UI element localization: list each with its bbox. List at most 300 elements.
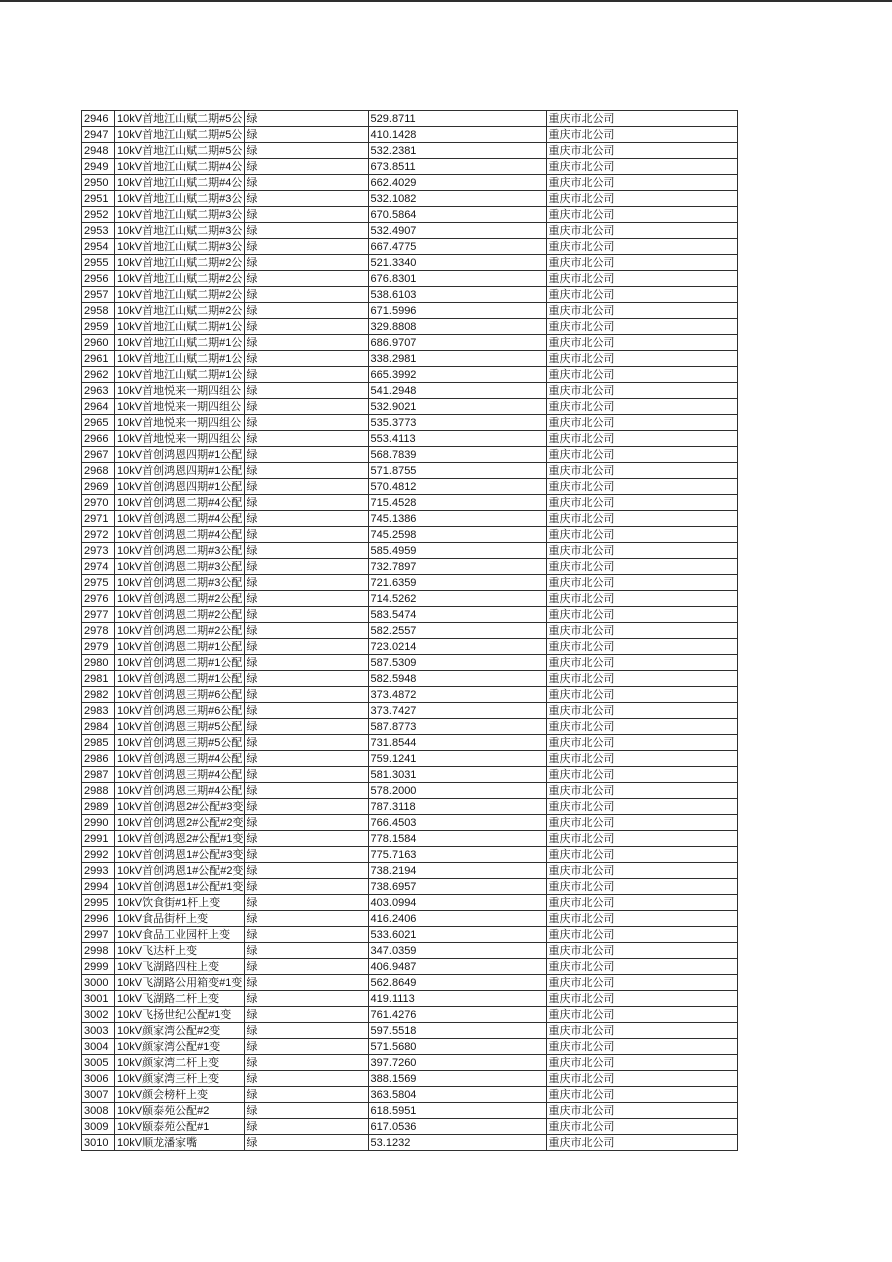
status-cell[interactable]: 绿 — [244, 943, 368, 959]
value-cell[interactable]: 571.8755 — [368, 463, 546, 479]
company-cell[interactable]: 重庆市北公司 — [546, 1023, 737, 1039]
row-number-cell[interactable]: 2951 — [82, 191, 115, 207]
row-number-cell[interactable]: 2999 — [82, 959, 115, 975]
value-cell[interactable]: 671.5996 — [368, 303, 546, 319]
status-cell[interactable]: 绿 — [244, 1007, 368, 1023]
feeder-name-cell[interactable]: 10kV首创鸿恩二期#1公配 — [115, 639, 245, 655]
status-cell[interactable]: 绿 — [244, 495, 368, 511]
status-cell[interactable]: 绿 — [244, 847, 368, 863]
value-cell[interactable]: 529.8711 — [368, 111, 546, 127]
feeder-name-cell[interactable]: 10kV首地江山赋二期#3公 — [115, 239, 245, 255]
status-cell[interactable]: 绿 — [244, 335, 368, 351]
feeder-name-cell[interactable]: 10kV颜会榜杆上变 — [115, 1087, 245, 1103]
company-cell[interactable]: 重庆市北公司 — [546, 223, 737, 239]
row-number-cell[interactable]: 2965 — [82, 415, 115, 431]
feeder-name-cell[interactable]: 10kV飞扬世纪公配#1变 — [115, 1007, 245, 1023]
status-cell[interactable]: 绿 — [244, 831, 368, 847]
row-number-cell[interactable]: 3006 — [82, 1071, 115, 1087]
feeder-name-cell[interactable]: 10kV颜家湾公配#2变 — [115, 1023, 245, 1039]
value-cell[interactable]: 416.2406 — [368, 911, 546, 927]
company-cell[interactable]: 重庆市北公司 — [546, 607, 737, 623]
row-number-cell[interactable]: 2957 — [82, 287, 115, 303]
row-number-cell[interactable]: 2963 — [82, 383, 115, 399]
value-cell[interactable]: 670.5864 — [368, 207, 546, 223]
company-cell[interactable]: 重庆市北公司 — [546, 1039, 737, 1055]
feeder-name-cell[interactable]: 10kV首地江山赋二期#2公 — [115, 271, 245, 287]
value-cell[interactable]: 582.5948 — [368, 671, 546, 687]
row-number-cell[interactable]: 2990 — [82, 815, 115, 831]
value-cell[interactable]: 562.8649 — [368, 975, 546, 991]
feeder-name-cell[interactable]: 10kV首创鸿恩2#公配#3变 — [115, 799, 245, 815]
value-cell[interactable]: 533.6021 — [368, 927, 546, 943]
row-number-cell[interactable]: 2962 — [82, 367, 115, 383]
row-number-cell[interactable]: 2994 — [82, 879, 115, 895]
status-cell[interactable]: 绿 — [244, 703, 368, 719]
status-cell[interactable]: 绿 — [244, 783, 368, 799]
value-cell[interactable]: 617.0536 — [368, 1119, 546, 1135]
value-cell[interactable]: 673.8511 — [368, 159, 546, 175]
feeder-name-cell[interactable]: 10kV首创鸿恩三期#5公配 — [115, 719, 245, 735]
row-number-cell[interactable]: 2974 — [82, 559, 115, 575]
value-cell[interactable]: 388.1569 — [368, 1071, 546, 1087]
row-number-cell[interactable]: 3005 — [82, 1055, 115, 1071]
company-cell[interactable]: 重庆市北公司 — [546, 639, 737, 655]
value-cell[interactable]: 597.5518 — [368, 1023, 546, 1039]
company-cell[interactable]: 重庆市北公司 — [546, 399, 737, 415]
status-cell[interactable]: 绿 — [244, 623, 368, 639]
feeder-name-cell[interactable]: 10kV首地江山赋二期#3公 — [115, 191, 245, 207]
value-cell[interactable]: 738.6957 — [368, 879, 546, 895]
row-number-cell[interactable]: 2976 — [82, 591, 115, 607]
value-cell[interactable]: 738.2194 — [368, 863, 546, 879]
row-number-cell[interactable]: 2952 — [82, 207, 115, 223]
value-cell[interactable]: 587.8773 — [368, 719, 546, 735]
status-cell[interactable]: 绿 — [244, 927, 368, 943]
feeder-name-cell[interactable]: 10kV飞达杆上变 — [115, 943, 245, 959]
feeder-name-cell[interactable]: 10kV首创鸿恩三期#6公配 — [115, 687, 245, 703]
feeder-name-cell[interactable]: 10kV首创鸿恩二期#2公配 — [115, 607, 245, 623]
value-cell[interactable]: 532.9021 — [368, 399, 546, 415]
company-cell[interactable]: 重庆市北公司 — [546, 799, 737, 815]
company-cell[interactable]: 重庆市北公司 — [546, 991, 737, 1007]
status-cell[interactable]: 绿 — [244, 1135, 368, 1151]
status-cell[interactable]: 绿 — [244, 959, 368, 975]
row-number-cell[interactable]: 2992 — [82, 847, 115, 863]
value-cell[interactable]: 521.3340 — [368, 255, 546, 271]
row-number-cell[interactable]: 2993 — [82, 863, 115, 879]
row-number-cell[interactable]: 2988 — [82, 783, 115, 799]
feeder-name-cell[interactable]: 10kV首创鸿恩2#公配#2变 — [115, 815, 245, 831]
company-cell[interactable]: 重庆市北公司 — [546, 271, 737, 287]
row-number-cell[interactable]: 2960 — [82, 335, 115, 351]
row-number-cell[interactable]: 3008 — [82, 1103, 115, 1119]
row-number-cell[interactable]: 2997 — [82, 927, 115, 943]
feeder-name-cell[interactable]: 10kV首地江山赋二期#3公 — [115, 223, 245, 239]
company-cell[interactable]: 重庆市北公司 — [546, 431, 737, 447]
status-cell[interactable]: 绿 — [244, 303, 368, 319]
status-cell[interactable]: 绿 — [244, 175, 368, 191]
company-cell[interactable]: 重庆市北公司 — [546, 1119, 737, 1135]
company-cell[interactable]: 重庆市北公司 — [546, 911, 737, 927]
value-cell[interactable]: 583.5474 — [368, 607, 546, 623]
status-cell[interactable]: 绿 — [244, 367, 368, 383]
value-cell[interactable]: 667.4775 — [368, 239, 546, 255]
feeder-name-cell[interactable]: 10kV颜家湾三杆上变 — [115, 1071, 245, 1087]
company-cell[interactable]: 重庆市北公司 — [546, 415, 737, 431]
company-cell[interactable]: 重庆市北公司 — [546, 1071, 737, 1087]
row-number-cell[interactable]: 2989 — [82, 799, 115, 815]
feeder-name-cell[interactable]: 10kV首地江山赋二期#1公 — [115, 319, 245, 335]
row-number-cell[interactable]: 3009 — [82, 1119, 115, 1135]
row-number-cell[interactable]: 2983 — [82, 703, 115, 719]
row-number-cell[interactable]: 3001 — [82, 991, 115, 1007]
row-number-cell[interactable]: 2966 — [82, 431, 115, 447]
feeder-name-cell[interactable]: 10kV食品工业园杆上变 — [115, 927, 245, 943]
company-cell[interactable]: 重庆市北公司 — [546, 591, 737, 607]
feeder-name-cell[interactable]: 10kV首地悦来一期四组公 — [115, 399, 245, 415]
row-number-cell[interactable]: 2969 — [82, 479, 115, 495]
row-number-cell[interactable]: 2959 — [82, 319, 115, 335]
company-cell[interactable]: 重庆市北公司 — [546, 879, 737, 895]
status-cell[interactable]: 绿 — [244, 815, 368, 831]
company-cell[interactable]: 重庆市北公司 — [546, 1103, 737, 1119]
status-cell[interactable]: 绿 — [244, 799, 368, 815]
company-cell[interactable]: 重庆市北公司 — [546, 1135, 737, 1151]
row-number-cell[interactable]: 2947 — [82, 127, 115, 143]
company-cell[interactable]: 重庆市北公司 — [546, 287, 737, 303]
feeder-name-cell[interactable]: 10kV首创鸿恩二期#4公配 — [115, 511, 245, 527]
company-cell[interactable]: 重庆市北公司 — [546, 447, 737, 463]
company-cell[interactable]: 重庆市北公司 — [546, 895, 737, 911]
value-cell[interactable]: 541.2948 — [368, 383, 546, 399]
status-cell[interactable]: 绿 — [244, 543, 368, 559]
row-number-cell[interactable]: 3010 — [82, 1135, 115, 1151]
status-cell[interactable]: 绿 — [244, 111, 368, 127]
company-cell[interactable]: 重庆市北公司 — [546, 191, 737, 207]
value-cell[interactable]: 578.2000 — [368, 783, 546, 799]
company-cell[interactable]: 重庆市北公司 — [546, 463, 737, 479]
value-cell[interactable]: 665.3992 — [368, 367, 546, 383]
status-cell[interactable]: 绿 — [244, 559, 368, 575]
company-cell[interactable]: 重庆市北公司 — [546, 239, 737, 255]
feeder-name-cell[interactable]: 10kV飞湖路二杆上变 — [115, 991, 245, 1007]
company-cell[interactable]: 重庆市北公司 — [546, 767, 737, 783]
company-cell[interactable]: 重庆市北公司 — [546, 1055, 737, 1071]
feeder-name-cell[interactable]: 10kV首创鸿恩二期#3公配 — [115, 575, 245, 591]
value-cell[interactable]: 532.2381 — [368, 143, 546, 159]
company-cell[interactable]: 重庆市北公司 — [546, 783, 737, 799]
row-number-cell[interactable]: 2991 — [82, 831, 115, 847]
feeder-name-cell[interactable]: 10kV首创鸿恩四期#1公配 — [115, 447, 245, 463]
status-cell[interactable]: 绿 — [244, 463, 368, 479]
feeder-name-cell[interactable]: 10kV首创鸿恩三期#4公配 — [115, 767, 245, 783]
row-number-cell[interactable]: 2967 — [82, 447, 115, 463]
status-cell[interactable]: 绿 — [244, 671, 368, 687]
status-cell[interactable]: 绿 — [244, 159, 368, 175]
company-cell[interactable]: 重庆市北公司 — [546, 943, 737, 959]
company-cell[interactable]: 重庆市北公司 — [546, 255, 737, 271]
row-number-cell[interactable]: 3002 — [82, 1007, 115, 1023]
status-cell[interactable]: 绿 — [244, 639, 368, 655]
value-cell[interactable]: 53.1232 — [368, 1135, 546, 1151]
feeder-name-cell[interactable]: 10kV首创鸿恩二期#2公配 — [115, 623, 245, 639]
value-cell[interactable]: 419.1113 — [368, 991, 546, 1007]
value-cell[interactable]: 553.4113 — [368, 431, 546, 447]
company-cell[interactable]: 重庆市北公司 — [546, 703, 737, 719]
value-cell[interactable]: 766.4503 — [368, 815, 546, 831]
status-cell[interactable]: 绿 — [244, 207, 368, 223]
feeder-name-cell[interactable]: 10kV首地江山赋二期#3公 — [115, 207, 245, 223]
feeder-name-cell[interactable]: 10kV首创鸿恩2#公配#1变 — [115, 831, 245, 847]
value-cell[interactable]: 745.2598 — [368, 527, 546, 543]
company-cell[interactable]: 重庆市北公司 — [546, 207, 737, 223]
value-cell[interactable]: 715.4528 — [368, 495, 546, 511]
feeder-name-cell[interactable]: 10kV首创鸿恩1#公配#3变 — [115, 847, 245, 863]
row-number-cell[interactable]: 2948 — [82, 143, 115, 159]
value-cell[interactable]: 582.2557 — [368, 623, 546, 639]
value-cell[interactable]: 676.8301 — [368, 271, 546, 287]
status-cell[interactable]: 绿 — [244, 975, 368, 991]
feeder-name-cell[interactable]: 10kV首创鸿恩二期#4公配 — [115, 495, 245, 511]
row-number-cell[interactable]: 2961 — [82, 351, 115, 367]
row-number-cell[interactable]: 2979 — [82, 639, 115, 655]
value-cell[interactable]: 721.6359 — [368, 575, 546, 591]
feeder-name-cell[interactable]: 10kV颐泰苑公配#2 — [115, 1103, 245, 1119]
row-number-cell[interactable]: 2950 — [82, 175, 115, 191]
value-cell[interactable]: 571.5680 — [368, 1039, 546, 1055]
row-number-cell[interactable]: 2973 — [82, 543, 115, 559]
row-number-cell[interactable]: 2949 — [82, 159, 115, 175]
feeder-name-cell[interactable]: 10kV首地江山赋二期#2公 — [115, 303, 245, 319]
value-cell[interactable]: 532.4907 — [368, 223, 546, 239]
company-cell[interactable]: 重庆市北公司 — [546, 511, 737, 527]
feeder-name-cell[interactable]: 10kV首地悦来一期四组公 — [115, 431, 245, 447]
row-number-cell[interactable]: 2946 — [82, 111, 115, 127]
value-cell[interactable]: 731.8544 — [368, 735, 546, 751]
company-cell[interactable]: 重庆市北公司 — [546, 495, 737, 511]
feeder-name-cell[interactable]: 10kV首创鸿恩三期#4公配 — [115, 751, 245, 767]
value-cell[interactable]: 775.7163 — [368, 847, 546, 863]
company-cell[interactable]: 重庆市北公司 — [546, 479, 737, 495]
status-cell[interactable]: 绿 — [244, 447, 368, 463]
feeder-name-cell[interactable]: 10kV首地江山赋二期#1公 — [115, 351, 245, 367]
value-cell[interactable]: 732.7897 — [368, 559, 546, 575]
feeder-name-cell[interactable]: 10kV首地江山赋二期#1公 — [115, 367, 245, 383]
status-cell[interactable]: 绿 — [244, 575, 368, 591]
status-cell[interactable]: 绿 — [244, 255, 368, 271]
row-number-cell[interactable]: 2995 — [82, 895, 115, 911]
status-cell[interactable]: 绿 — [244, 687, 368, 703]
row-number-cell[interactable]: 2986 — [82, 751, 115, 767]
feeder-name-cell[interactable]: 10kV首地悦来一期四组公 — [115, 415, 245, 431]
value-cell[interactable]: 723.0214 — [368, 639, 546, 655]
row-number-cell[interactable]: 2964 — [82, 399, 115, 415]
row-number-cell[interactable]: 2954 — [82, 239, 115, 255]
row-number-cell[interactable]: 2977 — [82, 607, 115, 623]
value-cell[interactable]: 778.1584 — [368, 831, 546, 847]
company-cell[interactable]: 重庆市北公司 — [546, 735, 737, 751]
status-cell[interactable]: 绿 — [244, 271, 368, 287]
status-cell[interactable]: 绿 — [244, 383, 368, 399]
company-cell[interactable]: 重庆市北公司 — [546, 543, 737, 559]
feeder-name-cell[interactable]: 10kV首地江山赋二期#4公 — [115, 175, 245, 191]
value-cell[interactable]: 363.5804 — [368, 1087, 546, 1103]
value-cell[interactable]: 329.8808 — [368, 319, 546, 335]
feeder-name-cell[interactable]: 10kV首创鸿恩二期#3公配 — [115, 543, 245, 559]
row-number-cell[interactable]: 2985 — [82, 735, 115, 751]
status-cell[interactable]: 绿 — [244, 1087, 368, 1103]
row-number-cell[interactable]: 2958 — [82, 303, 115, 319]
row-number-cell[interactable]: 2978 — [82, 623, 115, 639]
status-cell[interactable]: 绿 — [244, 863, 368, 879]
status-cell[interactable]: 绿 — [244, 751, 368, 767]
feeder-name-cell[interactable]: 10kV首创鸿恩三期#4公配 — [115, 783, 245, 799]
feeder-name-cell[interactable]: 10kV颜家湾二杆上变 — [115, 1055, 245, 1071]
status-cell[interactable]: 绿 — [244, 319, 368, 335]
feeder-name-cell[interactable]: 10kV首地江山赋二期#1公 — [115, 335, 245, 351]
status-cell[interactable]: 绿 — [244, 479, 368, 495]
status-cell[interactable]: 绿 — [244, 511, 368, 527]
value-cell[interactable]: 714.5262 — [368, 591, 546, 607]
row-number-cell[interactable]: 2955 — [82, 255, 115, 271]
company-cell[interactable]: 重庆市北公司 — [546, 383, 737, 399]
row-number-cell[interactable]: 2972 — [82, 527, 115, 543]
company-cell[interactable]: 重庆市北公司 — [546, 159, 737, 175]
company-cell[interactable]: 重庆市北公司 — [546, 959, 737, 975]
row-number-cell[interactable]: 2996 — [82, 911, 115, 927]
value-cell[interactable]: 570.4812 — [368, 479, 546, 495]
value-cell[interactable]: 761.4276 — [368, 1007, 546, 1023]
value-cell[interactable]: 403.0994 — [368, 895, 546, 911]
row-number-cell[interactable]: 2982 — [82, 687, 115, 703]
company-cell[interactable]: 重庆市北公司 — [546, 351, 737, 367]
feeder-name-cell[interactable]: 10kV首地江山赋二期#5公 — [115, 127, 245, 143]
feeder-name-cell[interactable]: 10kV首创鸿恩四期#1公配 — [115, 463, 245, 479]
feeder-name-cell[interactable]: 10kV首创鸿恩三期#5公配 — [115, 735, 245, 751]
row-number-cell[interactable]: 2953 — [82, 223, 115, 239]
status-cell[interactable]: 绿 — [244, 527, 368, 543]
feeder-name-cell[interactable]: 10kV首地江山赋二期#5公 — [115, 143, 245, 159]
status-cell[interactable]: 绿 — [244, 911, 368, 927]
value-cell[interactable]: 581.3031 — [368, 767, 546, 783]
status-cell[interactable]: 绿 — [244, 287, 368, 303]
company-cell[interactable]: 重庆市北公司 — [546, 575, 737, 591]
feeder-name-cell[interactable]: 10kV首地江山赋二期#5公 — [115, 111, 245, 127]
row-number-cell[interactable]: 2968 — [82, 463, 115, 479]
row-number-cell[interactable]: 2971 — [82, 511, 115, 527]
company-cell[interactable]: 重庆市北公司 — [546, 319, 737, 335]
row-number-cell[interactable]: 2956 — [82, 271, 115, 287]
status-cell[interactable]: 绿 — [244, 1023, 368, 1039]
company-cell[interactable]: 重庆市北公司 — [546, 175, 737, 191]
row-number-cell[interactable]: 3003 — [82, 1023, 115, 1039]
company-cell[interactable]: 重庆市北公司 — [546, 719, 737, 735]
company-cell[interactable]: 重庆市北公司 — [546, 1007, 737, 1023]
company-cell[interactable]: 重庆市北公司 — [546, 111, 737, 127]
status-cell[interactable]: 绿 — [244, 1055, 368, 1071]
feeder-name-cell[interactable]: 10kV首地江山赋二期#2公 — [115, 255, 245, 271]
company-cell[interactable]: 重庆市北公司 — [546, 687, 737, 703]
feeder-name-cell[interactable]: 10kV首地江山赋二期#2公 — [115, 287, 245, 303]
feeder-name-cell[interactable]: 10kV饮食街#1杆上变 — [115, 895, 245, 911]
value-cell[interactable]: 618.5951 — [368, 1103, 546, 1119]
status-cell[interactable]: 绿 — [244, 191, 368, 207]
status-cell[interactable]: 绿 — [244, 991, 368, 1007]
feeder-name-cell[interactable]: 10kV首创鸿恩三期#6公配 — [115, 703, 245, 719]
row-number-cell[interactable]: 3004 — [82, 1039, 115, 1055]
feeder-name-cell[interactable]: 10kV首创鸿恩1#公配#1变 — [115, 879, 245, 895]
value-cell[interactable]: 532.1082 — [368, 191, 546, 207]
status-cell[interactable]: 绿 — [244, 239, 368, 255]
value-cell[interactable]: 568.7839 — [368, 447, 546, 463]
company-cell[interactable]: 重庆市北公司 — [546, 367, 737, 383]
feeder-name-cell[interactable]: 10kV颐泰苑公配#1 — [115, 1119, 245, 1135]
company-cell[interactable]: 重庆市北公司 — [546, 863, 737, 879]
status-cell[interactable]: 绿 — [244, 767, 368, 783]
row-number-cell[interactable]: 2998 — [82, 943, 115, 959]
value-cell[interactable]: 535.3773 — [368, 415, 546, 431]
company-cell[interactable]: 重庆市北公司 — [546, 527, 737, 543]
feeder-name-cell[interactable]: 10kV飞湖路四柱上变 — [115, 959, 245, 975]
status-cell[interactable]: 绿 — [244, 591, 368, 607]
company-cell[interactable]: 重庆市北公司 — [546, 751, 737, 767]
company-cell[interactable]: 重庆市北公司 — [546, 335, 737, 351]
value-cell[interactable]: 397.7260 — [368, 1055, 546, 1071]
company-cell[interactable]: 重庆市北公司 — [546, 623, 737, 639]
value-cell[interactable]: 745.1386 — [368, 511, 546, 527]
value-cell[interactable]: 787.3118 — [368, 799, 546, 815]
company-cell[interactable]: 重庆市北公司 — [546, 975, 737, 991]
status-cell[interactable]: 绿 — [244, 127, 368, 143]
value-cell[interactable]: 338.2981 — [368, 351, 546, 367]
company-cell[interactable]: 重庆市北公司 — [546, 847, 737, 863]
feeder-name-cell[interactable]: 10kV首地江山赋二期#4公 — [115, 159, 245, 175]
feeder-name-cell[interactable]: 10kV首创鸿恩二期#4公配 — [115, 527, 245, 543]
value-cell[interactable]: 538.6103 — [368, 287, 546, 303]
status-cell[interactable]: 绿 — [244, 143, 368, 159]
row-number-cell[interactable]: 2987 — [82, 767, 115, 783]
feeder-name-cell[interactable]: 10kV飞湖路公用箱变#1变 — [115, 975, 245, 991]
company-cell[interactable]: 重庆市北公司 — [546, 927, 737, 943]
feeder-name-cell[interactable]: 10kV顺龙潘家嘴 — [115, 1135, 245, 1151]
company-cell[interactable]: 重庆市北公司 — [546, 815, 737, 831]
status-cell[interactable]: 绿 — [244, 223, 368, 239]
feeder-name-cell[interactable]: 10kV首地悦来一期四组公 — [115, 383, 245, 399]
row-number-cell[interactable]: 2970 — [82, 495, 115, 511]
status-cell[interactable]: 绿 — [244, 719, 368, 735]
feeder-name-cell[interactable]: 10kV首创鸿恩二期#1公配 — [115, 655, 245, 671]
row-number-cell[interactable]: 3000 — [82, 975, 115, 991]
feeder-name-cell[interactable]: 10kV首创鸿恩四期#1公配 — [115, 479, 245, 495]
company-cell[interactable]: 重庆市北公司 — [546, 143, 737, 159]
status-cell[interactable]: 绿 — [244, 895, 368, 911]
status-cell[interactable]: 绿 — [244, 1039, 368, 1055]
company-cell[interactable]: 重庆市北公司 — [546, 655, 737, 671]
value-cell[interactable]: 373.4872 — [368, 687, 546, 703]
company-cell[interactable]: 重庆市北公司 — [546, 1087, 737, 1103]
status-cell[interactable]: 绿 — [244, 431, 368, 447]
feeder-name-cell[interactable]: 10kV首创鸿恩二期#1公配 — [115, 671, 245, 687]
status-cell[interactable]: 绿 — [244, 1071, 368, 1087]
feeder-name-cell[interactable]: 10kV颜家湾公配#1变 — [115, 1039, 245, 1055]
value-cell[interactable]: 373.7427 — [368, 703, 546, 719]
status-cell[interactable]: 绿 — [244, 607, 368, 623]
value-cell[interactable]: 686.9707 — [368, 335, 546, 351]
row-number-cell[interactable]: 2984 — [82, 719, 115, 735]
status-cell[interactable]: 绿 — [244, 415, 368, 431]
status-cell[interactable]: 绿 — [244, 735, 368, 751]
status-cell[interactable]: 绿 — [244, 655, 368, 671]
